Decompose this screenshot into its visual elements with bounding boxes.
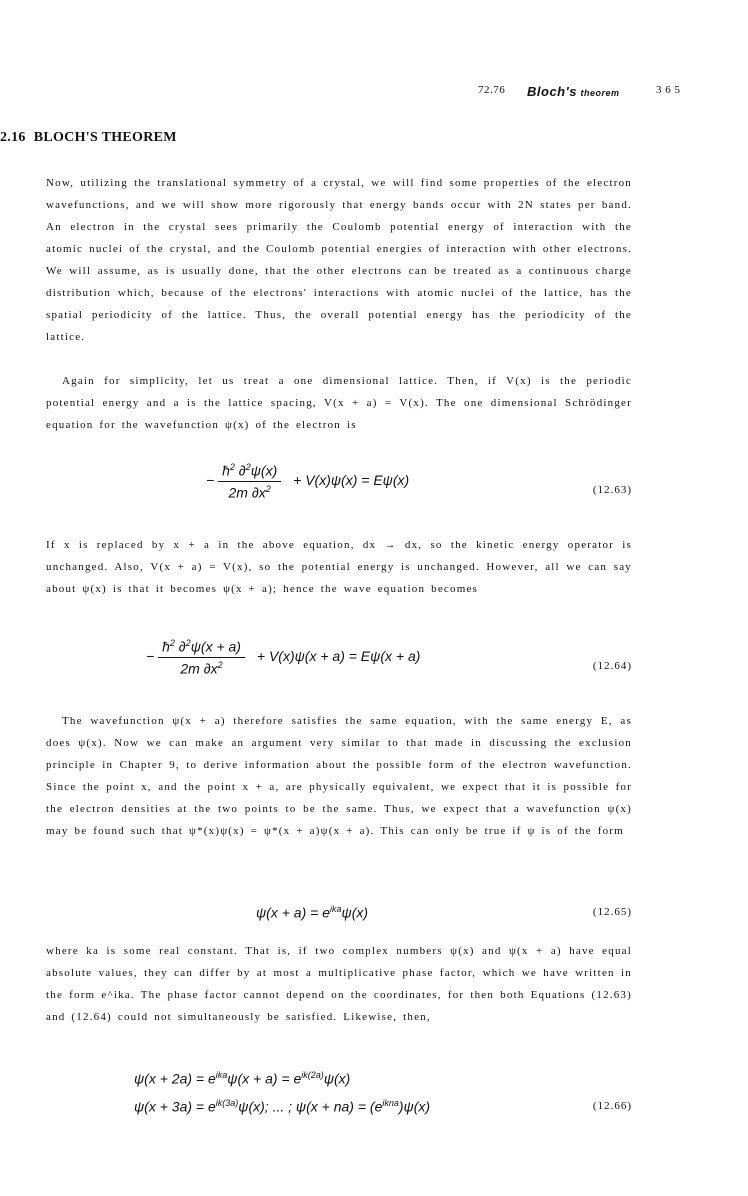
equation-12-65: $\psi(x + a) = e^{ika}\psi(x)$ (12.65) [256, 904, 632, 921]
equation-number: (12.63) [592, 484, 632, 496]
section-number: 2.16 [0, 130, 26, 145]
paragraph-one-dim-lattice: Again for simplicity, let us treat a one dimensional lattice. Then, if V(x) is the periodic potential energy and a is the lattice spacing, V(x + a) = V(x). The one dimensional Schrödinger equation for the wavefunction ψ(x) of the electron is [46, 375, 632, 431]
section-title-text: BLOCH'S THEOREM [33, 130, 177, 145]
equation-12-66: $\psi(x + 2a) = e^{ika}\psi(x + a) = e^{ik(2a)}\psi(x)$ $\psi(x + 3a) = e^{ik(3a)}\psi(x)$; ... ; $\psi(x + na) = (e^{ikna})\psi(x)$ (12.66) [134, 1070, 632, 1115]
paragraph-wavefunction: The wavefunction ψ(x + a) therefore satisfies the same equation, with the same energy E, as does ψ(x). Now we can make an argument very similar to that made in discussing the exclusion principle in Chapter 9, to derive information about the possible form of the electron wavefunction. Since the point x, and the point x + a, are physically equivalent, we expect that it is possible for the electron densities at the two points to be the same. Thus, we expect that a wavefunction ψ(x) may be found such that ψ*(x)ψ(x) = ψ*(x + a)ψ(x + a). This can only be true if ψ is of the form [46, 715, 632, 837]
equation-12-63: − $\frac{ħ^2 \partial^2\psi(x)}{2m \partial x^2}$ + V(x)ψ(x) = Eψ(x) (12.63) [206, 462, 632, 501]
equation-number: (12.65) [592, 906, 632, 918]
page-number: 3 6 5 [656, 84, 681, 96]
paragraph-translation: If x is replaced by x + a in the above equation, dx → dx, so the kinetic energy operator is unchanged. Also, V(x + a) = V(x), so the potential energy is unchanged. However, all we can say about ψ(x) is that it becomes ψ(x + a); hence the wave equation becomes [46, 539, 632, 595]
equation-number: (12.64) [592, 660, 632, 672]
paragraph-phase-factor: where ka is some real constant. That is, if two complex numbers ψ(x) and ψ(x + a) have equal absolute values, they can differ by at most a multiplicative phase factor, which we have written in the form e^ika. The phase factor cannot depend on the coordinates, for then both Equations (12.63) and (12.64) could not simultaneously be satisfied. Likewise, then, [46, 945, 632, 1023]
paragraph-intro: Now, utilizing the translational symmetry of a crystal, we will find some properties of the electron wavefunctions, and we will show more rigorously that energy bands occur with 2N states per band. An electron in the crystal sees primarily the Coulomb potential energy of interaction with the atomic nuclei of the crystal, and the Coulomb potential energies of interaction with other electrons. We will assume, as is usually done, that the other electrons can be treated as a continuous charge distribution which, because of the electrons' interactions with atomic nuclei of the lattice, has the spatial periodicity of the lattice. Thus, the overall potential energy has the periodicity of the lattice. [46, 177, 632, 343]
section-heading [0, 130, 177, 146]
section-reference: 72.76 [478, 84, 506, 96]
running-title: Bloch's theorem [527, 84, 620, 99]
equation-12-64: − $\frac{ħ^2 \partial^2\psi(x + a)}{2m \partial x^2}$ + V(x)ψ(x + a) = Eψ(x + a) (12.64) [146, 638, 632, 677]
equation-number: (12.66) [592, 1100, 632, 1112]
